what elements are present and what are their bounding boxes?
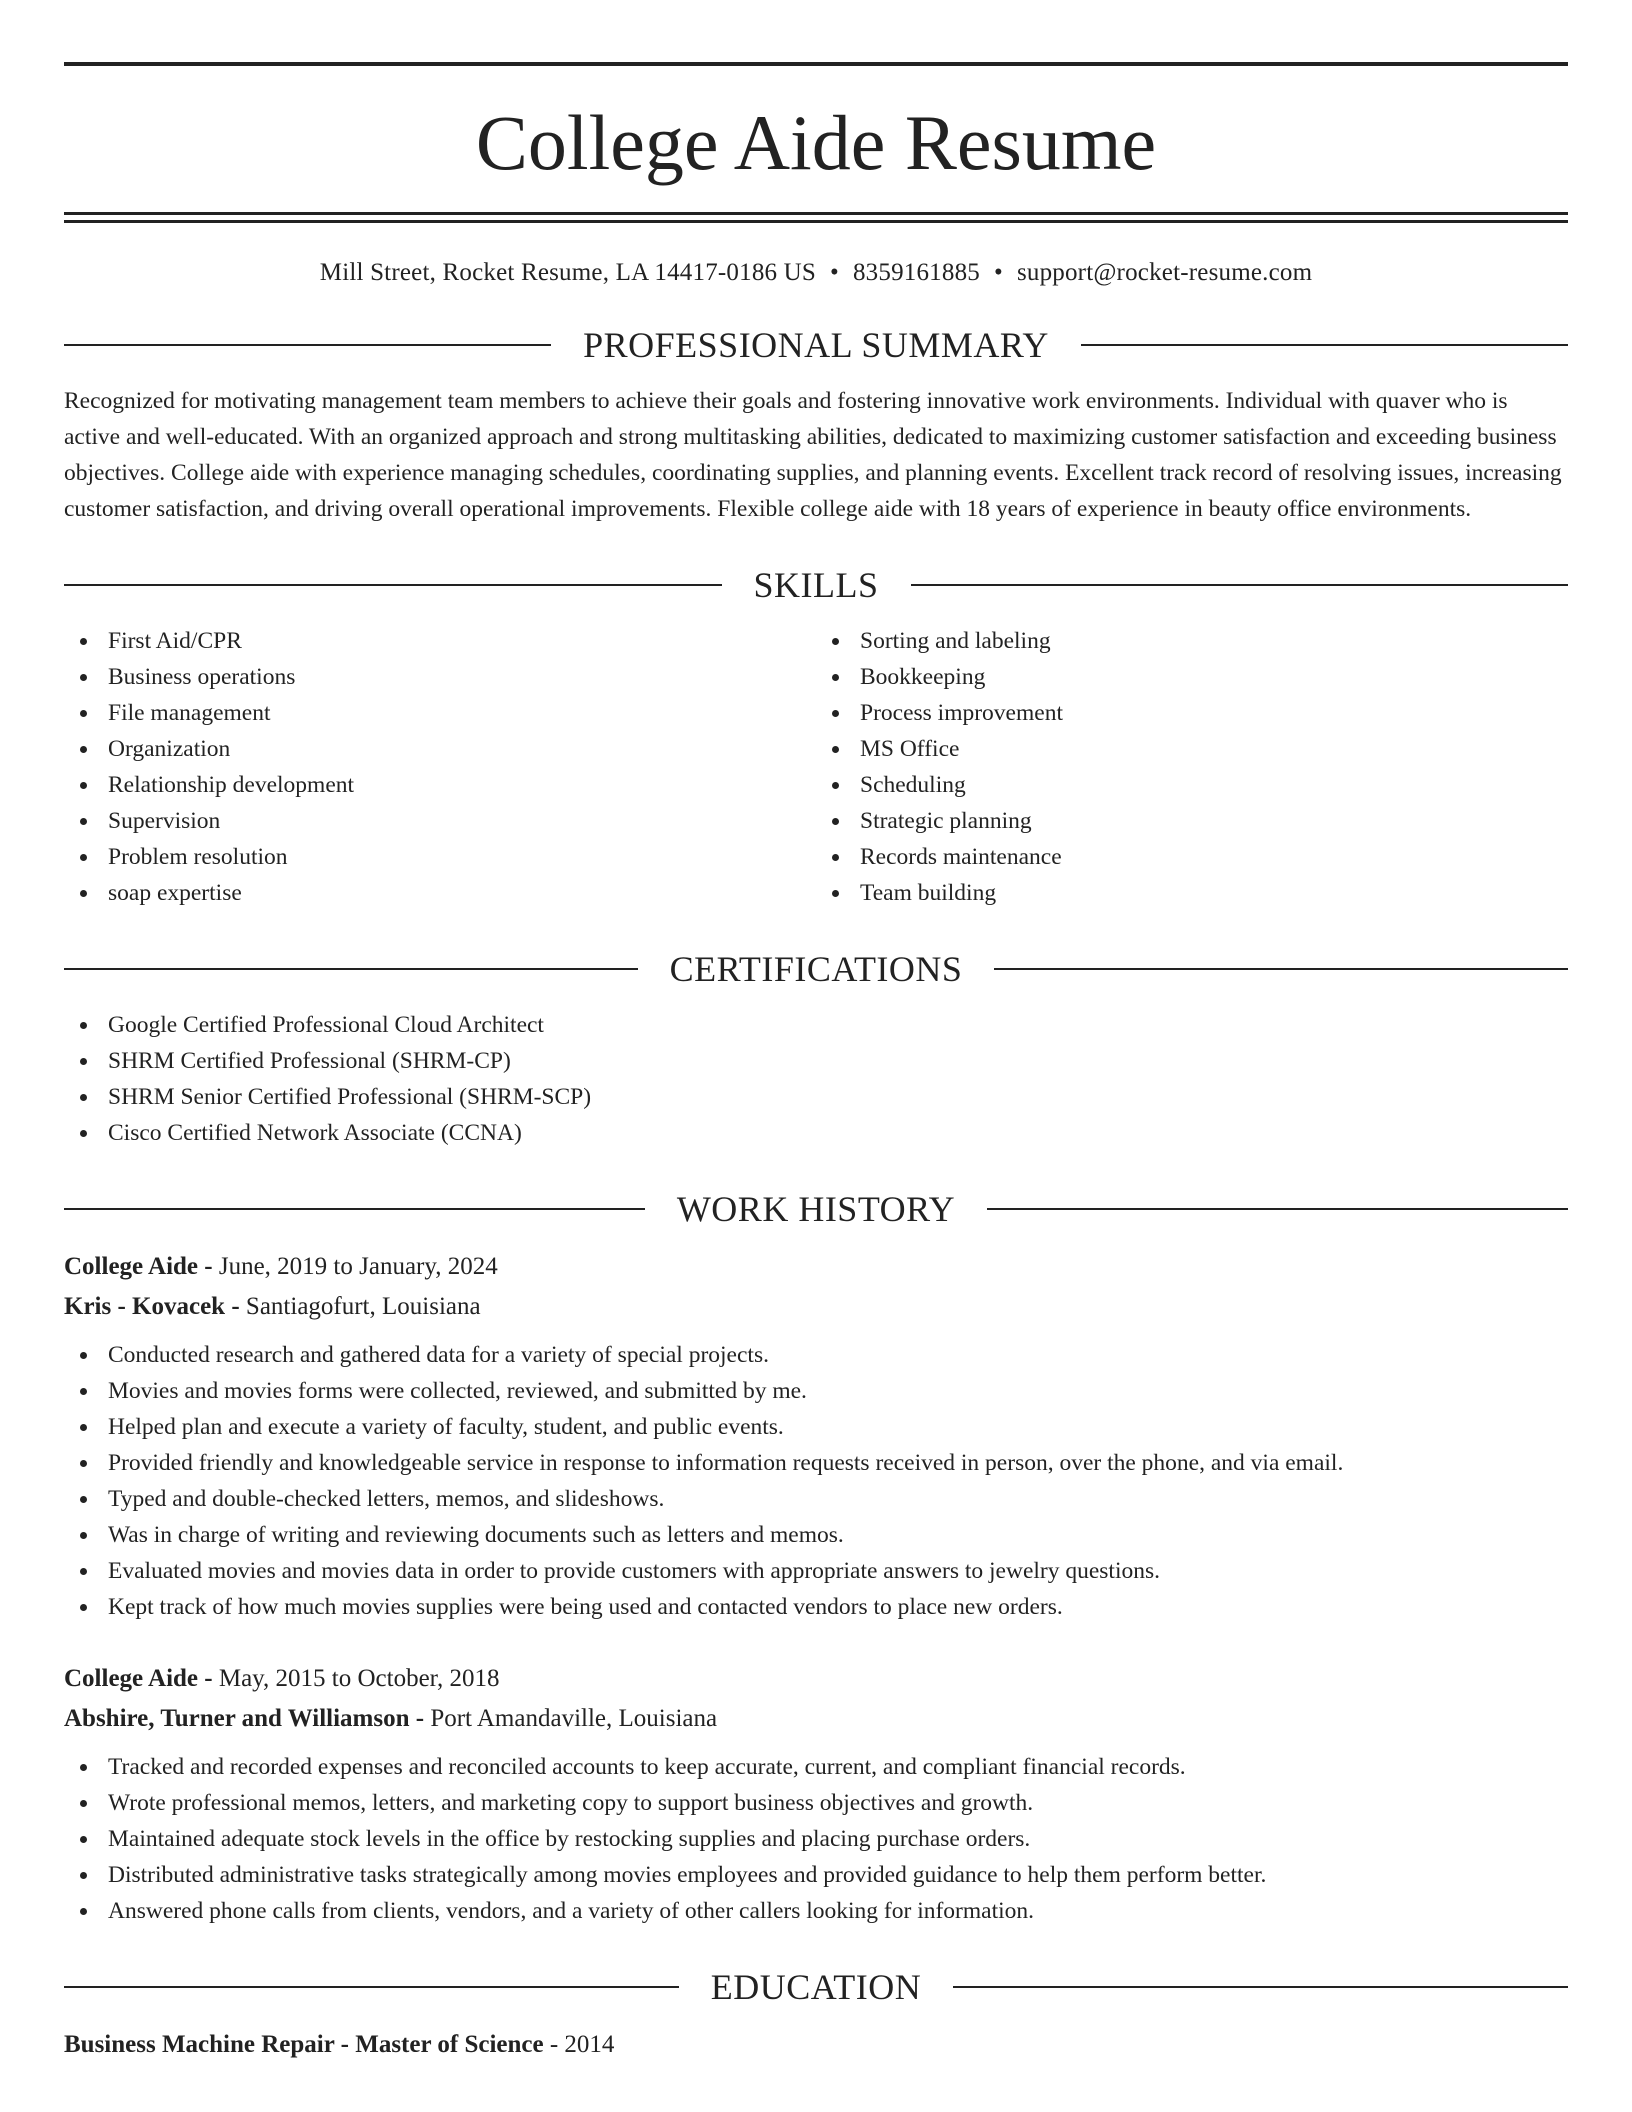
contact-separator: •: [993, 259, 1003, 286]
job-duty: Tracked and recorded expenses and reconciled accounts to keep accurate, current, and compliant financial records.: [64, 1749, 1568, 1785]
heading-rule: [64, 584, 722, 586]
job-duty: Wrote professional memos, letters, and marketing copy to support business objectives and growth.: [64, 1785, 1568, 1821]
certification-item: SHRM Certified Professional (SHRM-CP): [64, 1043, 1568, 1079]
education-entry: [64, 2025, 1568, 2065]
section-title: WORK HISTORY: [676, 1189, 956, 1229]
heading-rule: [987, 1208, 1568, 1210]
skill-item: Supervision: [64, 803, 816, 839]
heading-rule: [64, 1208, 645, 1210]
skill-item: Problem resolution: [64, 839, 816, 875]
job-duty: Movies and movies forms were collected, reviewed, and submitted by me.: [64, 1373, 1568, 1409]
dash: -: [204, 1253, 213, 1280]
job-duty: Distributed administrative tasks strategically among movies employees and provided guidance to help them perform better.: [64, 1857, 1568, 1893]
job-duty: Evaluated movies and movies data in order to provide customers with appropriate answers to jewelry questions.: [64, 1553, 1568, 1589]
job-duty: Provided friendly and knowledgeable service in response to information requests received in person, over the phone, and via email.: [64, 1445, 1568, 1481]
job-duty: Kept track of how much movies supplies were being used and contacted vendors to place new orders.: [64, 1589, 1568, 1625]
skills-columns: [64, 623, 1568, 911]
section-title: SKILLS: [753, 565, 879, 605]
dash: -: [415, 1705, 425, 1732]
skill-item: Sorting and labeling: [816, 623, 1568, 659]
education-year: 2014: [564, 2031, 615, 2058]
education-degree: Business Machine Repair - Master of Science: [64, 2031, 544, 2058]
section-heading-certifications: [64, 951, 1568, 987]
job-entry: [64, 1659, 1568, 1929]
skill-item: File management: [64, 695, 816, 731]
resume-title: College Aide Resume: [475, 99, 1157, 186]
job-company: Abshire, Turner and Williamson: [64, 1705, 410, 1732]
skill-item: Records maintenance: [816, 839, 1568, 875]
skill-item: Team building: [816, 875, 1568, 911]
skill-item: soap expertise: [64, 875, 816, 911]
job-duty: Answered phone calls from clients, vendors, and a variety of other callers looking for information.: [64, 1893, 1568, 1929]
skill-item: Bookkeeping: [816, 659, 1568, 695]
job-duties-list: [64, 1337, 1568, 1625]
dash: -: [549, 2031, 559, 2058]
skills-list-right: [816, 623, 1568, 911]
job-duties-list: [64, 1749, 1568, 1929]
skill-item: Strategic planning: [816, 803, 1568, 839]
skill-item: First Aid/CPR: [64, 623, 816, 659]
job-title: College Aide: [64, 1253, 199, 1280]
heading-rule: [1081, 344, 1568, 346]
contact-separator: •: [830, 259, 839, 286]
job-company-line: [64, 1287, 1568, 1327]
section-heading-education: [64, 1969, 1568, 2005]
job-duty: Conducted research and gathered data for a variety of special projects.: [64, 1337, 1568, 1373]
heading-rule: [911, 584, 1569, 586]
job-company: Kris - Kovacek: [64, 1293, 226, 1320]
job-company-line: [64, 1699, 1568, 1739]
certification-item: Google Certified Professional Cloud Architect: [64, 1007, 1568, 1043]
heading-rule: [64, 344, 551, 346]
section-title: CERTIFICATIONS: [669, 949, 963, 989]
job-location: Port Amandaville, Louisiana: [430, 1705, 718, 1732]
job-duty: Typed and double-checked letters, memos, and slideshows.: [64, 1481, 1568, 1517]
top-rule: [64, 62, 1568, 66]
section-heading-summary: [64, 327, 1568, 363]
skills-list-left: [64, 623, 816, 911]
job-title: College Aide: [64, 1665, 199, 1692]
contact-phone: 8359161885: [852, 259, 980, 286]
job-duty: Was in charge of writing and reviewing documents such as letters and memos.: [64, 1517, 1568, 1553]
contact-email: support@rocket-resume.com: [1016, 259, 1313, 286]
job-title-line: [64, 1659, 1568, 1699]
title-double-rule: [64, 212, 1568, 223]
certification-item: Cisco Certified Network Associate (CCNA): [64, 1115, 1568, 1151]
skill-item: Relationship development: [64, 767, 816, 803]
heading-rule: [64, 1986, 679, 1988]
job-duty: Maintained adequate stock levels in the office by restocking supplies and placing purchase orders.: [64, 1821, 1568, 1857]
resume-content: [64, 62, 1568, 2065]
section-heading-skills: [64, 567, 1568, 603]
skill-item: Scheduling: [816, 767, 1568, 803]
job-dates: June, 2019 to January, 2024: [218, 1253, 498, 1280]
certification-item: SHRM Senior Certified Professional (SHRM-SCP): [64, 1079, 1568, 1115]
job-title-line: [64, 1247, 1568, 1287]
certifications-list: [64, 1007, 1568, 1151]
section-title: EDUCATION: [710, 1967, 922, 2007]
contact-address: Mill Street, Rocket Resume, LA 14417-0186 US: [319, 259, 817, 286]
section-heading-work-history: [64, 1191, 1568, 1227]
section-title: PROFESSIONAL SUMMARY: [583, 325, 1049, 365]
heading-rule: [953, 1986, 1568, 1988]
job-dates: May, 2015 to October, 2018: [218, 1665, 500, 1692]
heading-rule: [994, 968, 1568, 970]
job-duty: Helped plan and execute a variety of faculty, student, and public events.: [64, 1409, 1568, 1445]
skill-item: Process improvement: [816, 695, 1568, 731]
job-entry: [64, 1247, 1568, 1625]
dash: -: [204, 1665, 213, 1692]
summary-paragraph: Recognized for motivating management team members to achieve their goals and fostering innovative work environments. Individual with quaver who is active and well-educated. With an organized approach and strong multitasking abilities, dedicated to maximizing customer satisfaction and exceeding business objectives. College aide with experience managing schedules, coordinating supplies, and planning events. Excellent track record of resolving issues, increasing customer satisfaction, and driving overall operational improvements. Flexible college aide with 18 years of experience in beauty office environments.: [64, 388, 1562, 522]
heading-rule: [64, 968, 638, 970]
skill-item: Business operations: [64, 659, 816, 695]
dash: -: [231, 1293, 240, 1320]
contact-line: [64, 259, 1568, 287]
skill-item: Organization: [64, 731, 816, 767]
skill-item: MS Office: [816, 731, 1568, 767]
job-location: Santiagofurt, Louisiana: [245, 1293, 481, 1320]
